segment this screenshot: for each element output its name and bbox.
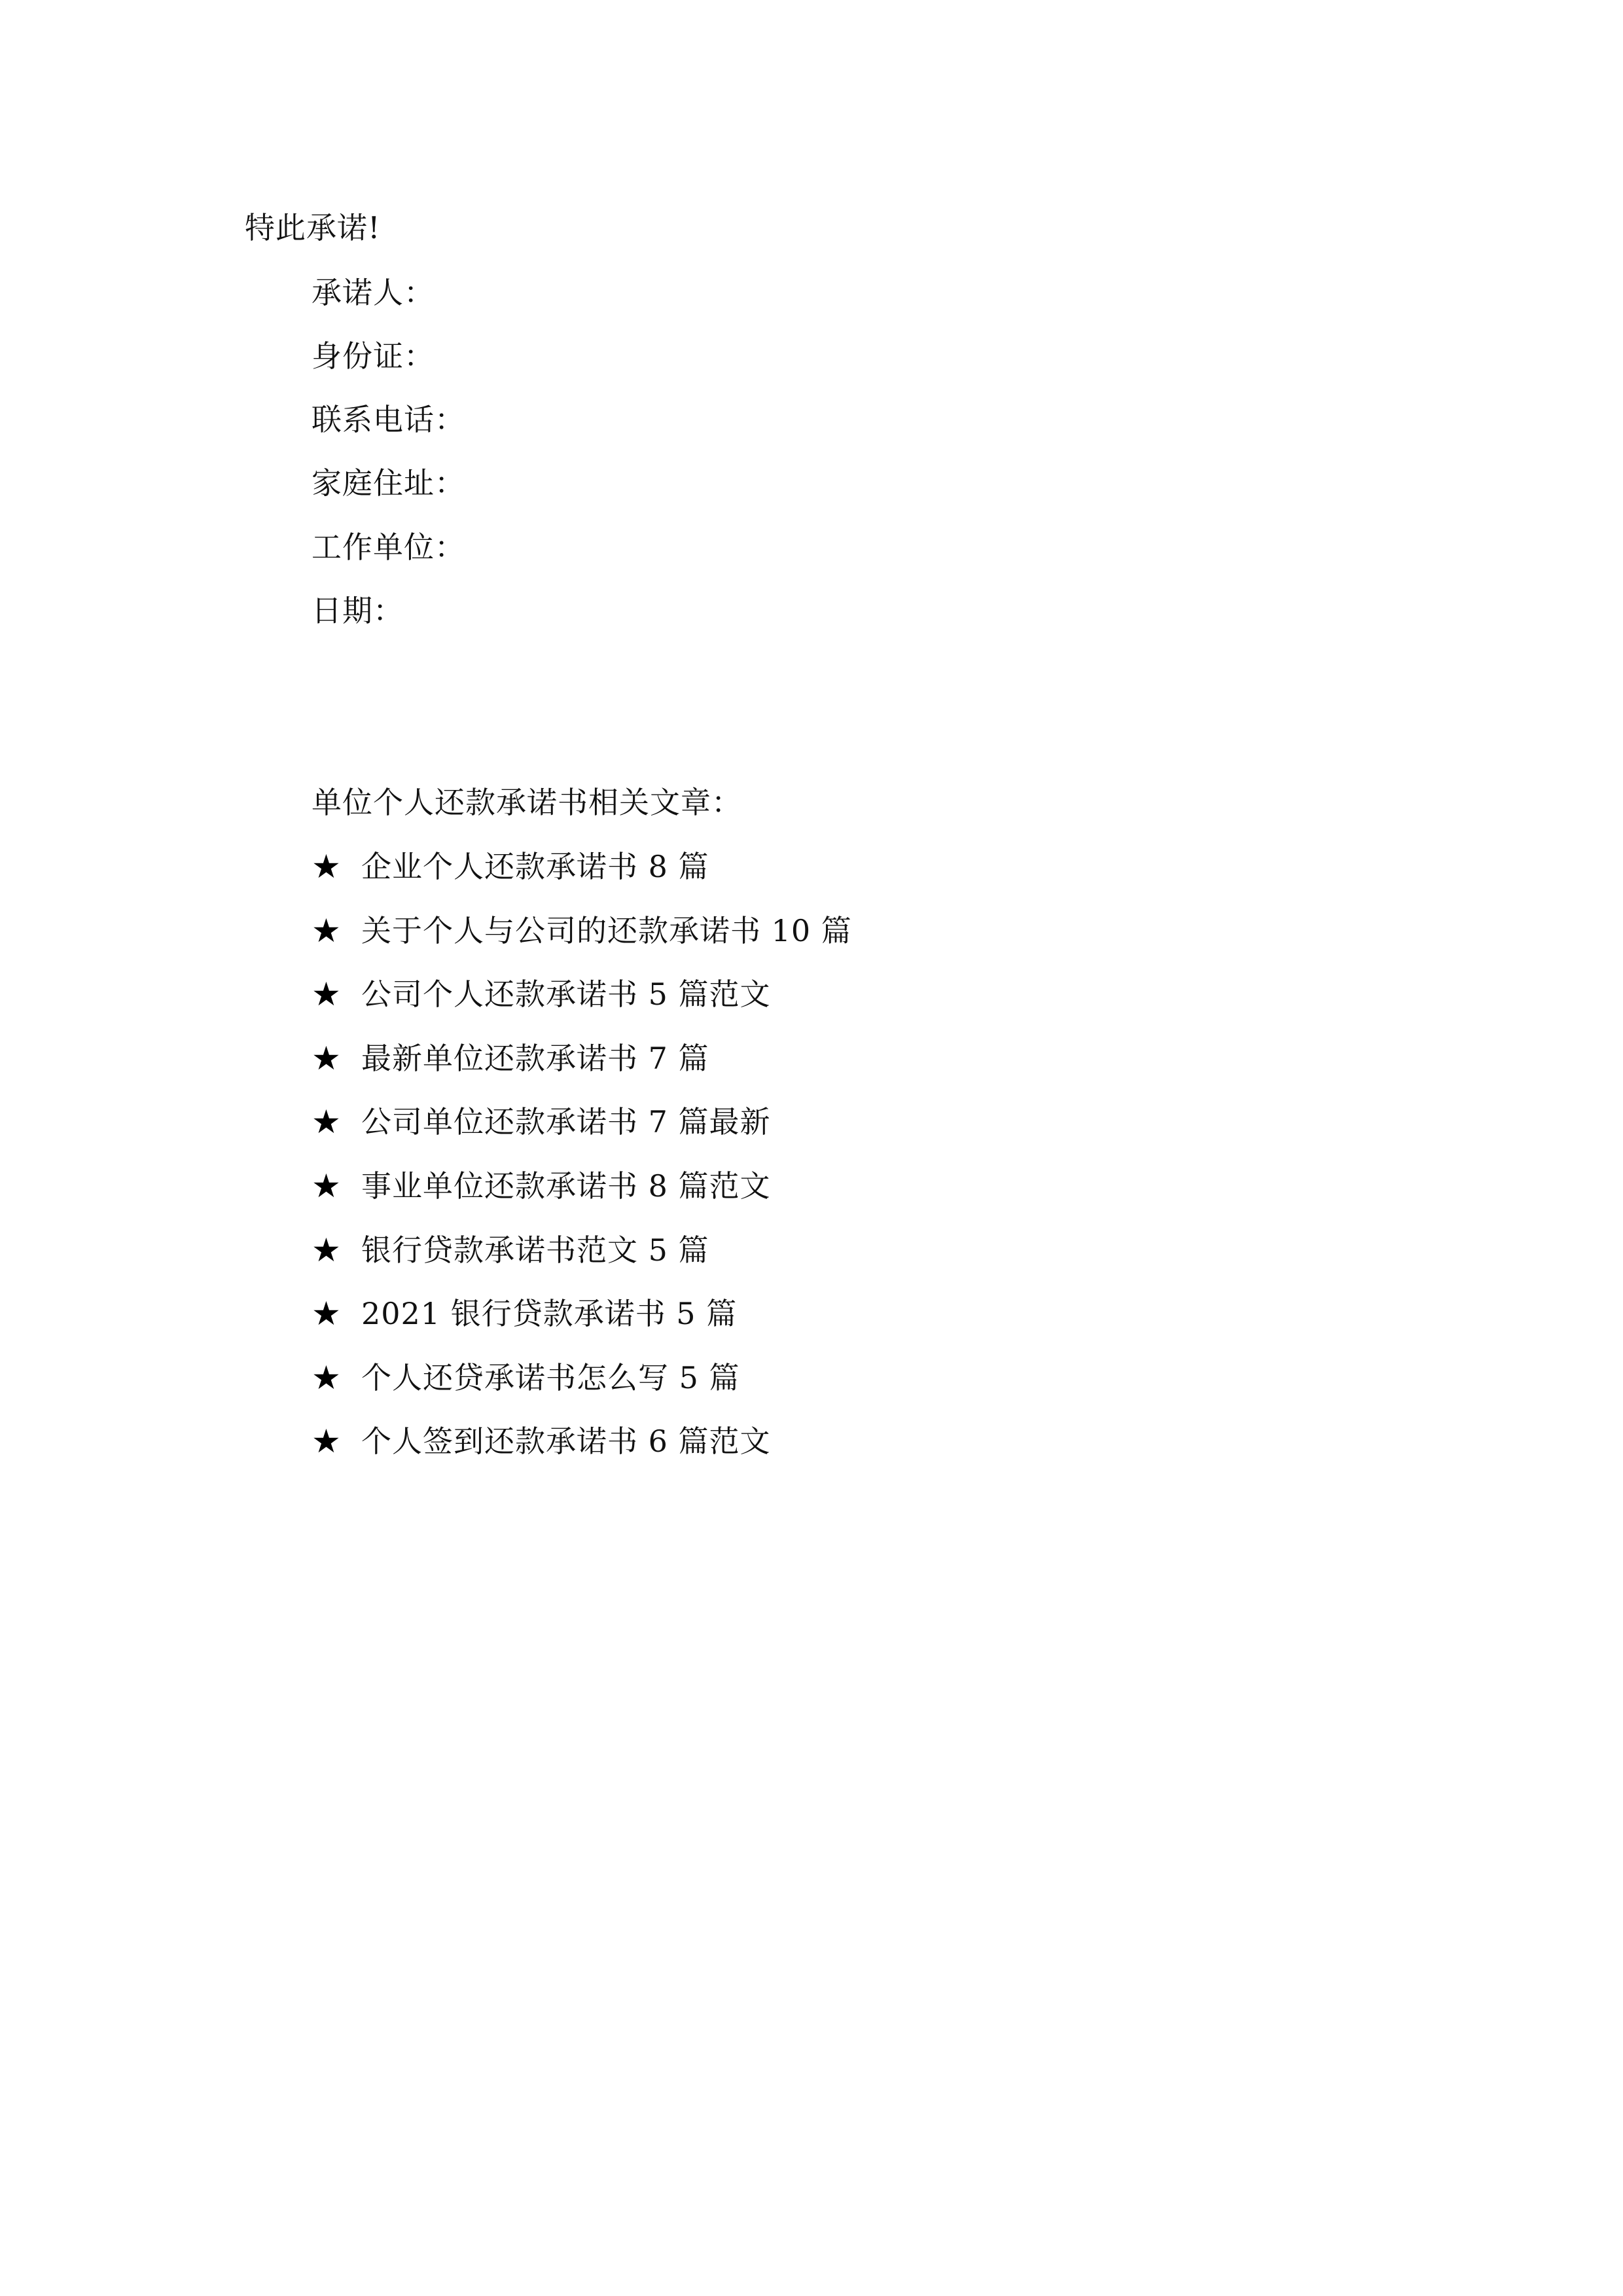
related-article-link[interactable]: 2021 银行贷款承诺书 5 篇	[361, 1296, 738, 1332]
related-article-item[interactable]	[312, 1422, 852, 1486]
star-icon: ★	[312, 1358, 342, 1397]
signature-field-employer: 工作单位：	[312, 529, 465, 565]
signature-field-phone: 联系电话：	[312, 402, 465, 437]
related-articles-heading: 单位个人还款承诺书相关文章：	[312, 785, 742, 820]
star-icon: ★	[312, 1422, 342, 1461]
related-article-link[interactable]: 事业单位还款承诺书 8 篇范文	[361, 1168, 771, 1204]
star-icon: ★	[312, 1103, 342, 1141]
related-article-link[interactable]: 公司单位还款承诺书 7 篇最新	[361, 1104, 771, 1140]
related-article-item[interactable]	[312, 1294, 852, 1358]
signature-field-address: 家庭住址：	[312, 465, 465, 501]
related-article-item[interactable]	[312, 911, 852, 975]
signature-field-promisor: 承诺人：	[312, 275, 435, 310]
related-article-link[interactable]: 个人还贷承诺书怎么写 5 篇	[361, 1359, 740, 1395]
related-articles-list	[312, 847, 852, 1486]
star-icon: ★	[312, 911, 342, 950]
closing-statement: 特此承诺!	[245, 210, 381, 245]
related-article-item[interactable]	[312, 1230, 852, 1295]
related-article-link[interactable]: 银行贷款承诺书范文 5 篇	[361, 1232, 709, 1268]
signature-field-date: 日期：	[312, 593, 404, 628]
related-article-item[interactable]	[312, 1166, 852, 1230]
related-article-item[interactable]	[312, 975, 852, 1039]
related-article-item[interactable]	[312, 1358, 852, 1422]
related-article-link[interactable]: 公司个人还款承诺书 5 篇范文	[361, 977, 771, 1013]
signature-field-id-card: 身份证：	[312, 338, 435, 374]
related-article-link[interactable]: 个人签到还款承诺书 6 篇范文	[361, 1424, 771, 1460]
related-article-link[interactable]: 企业个人还款承诺书 8 篇	[361, 849, 709, 884]
related-article-item[interactable]	[312, 1102, 852, 1166]
star-icon: ★	[312, 1166, 342, 1205]
star-icon: ★	[312, 848, 342, 886]
related-article-link[interactable]: 关于个人与公司的还款承诺书 10 篇	[361, 912, 852, 948]
star-icon: ★	[312, 1230, 342, 1269]
related-article-link[interactable]: 最新单位还款承诺书 7 篇	[361, 1040, 709, 1076]
related-article-item[interactable]	[312, 847, 852, 911]
star-icon: ★	[312, 1295, 342, 1333]
star-icon: ★	[312, 1039, 342, 1077]
related-article-item[interactable]	[312, 1039, 852, 1103]
star-icon: ★	[312, 975, 342, 1014]
